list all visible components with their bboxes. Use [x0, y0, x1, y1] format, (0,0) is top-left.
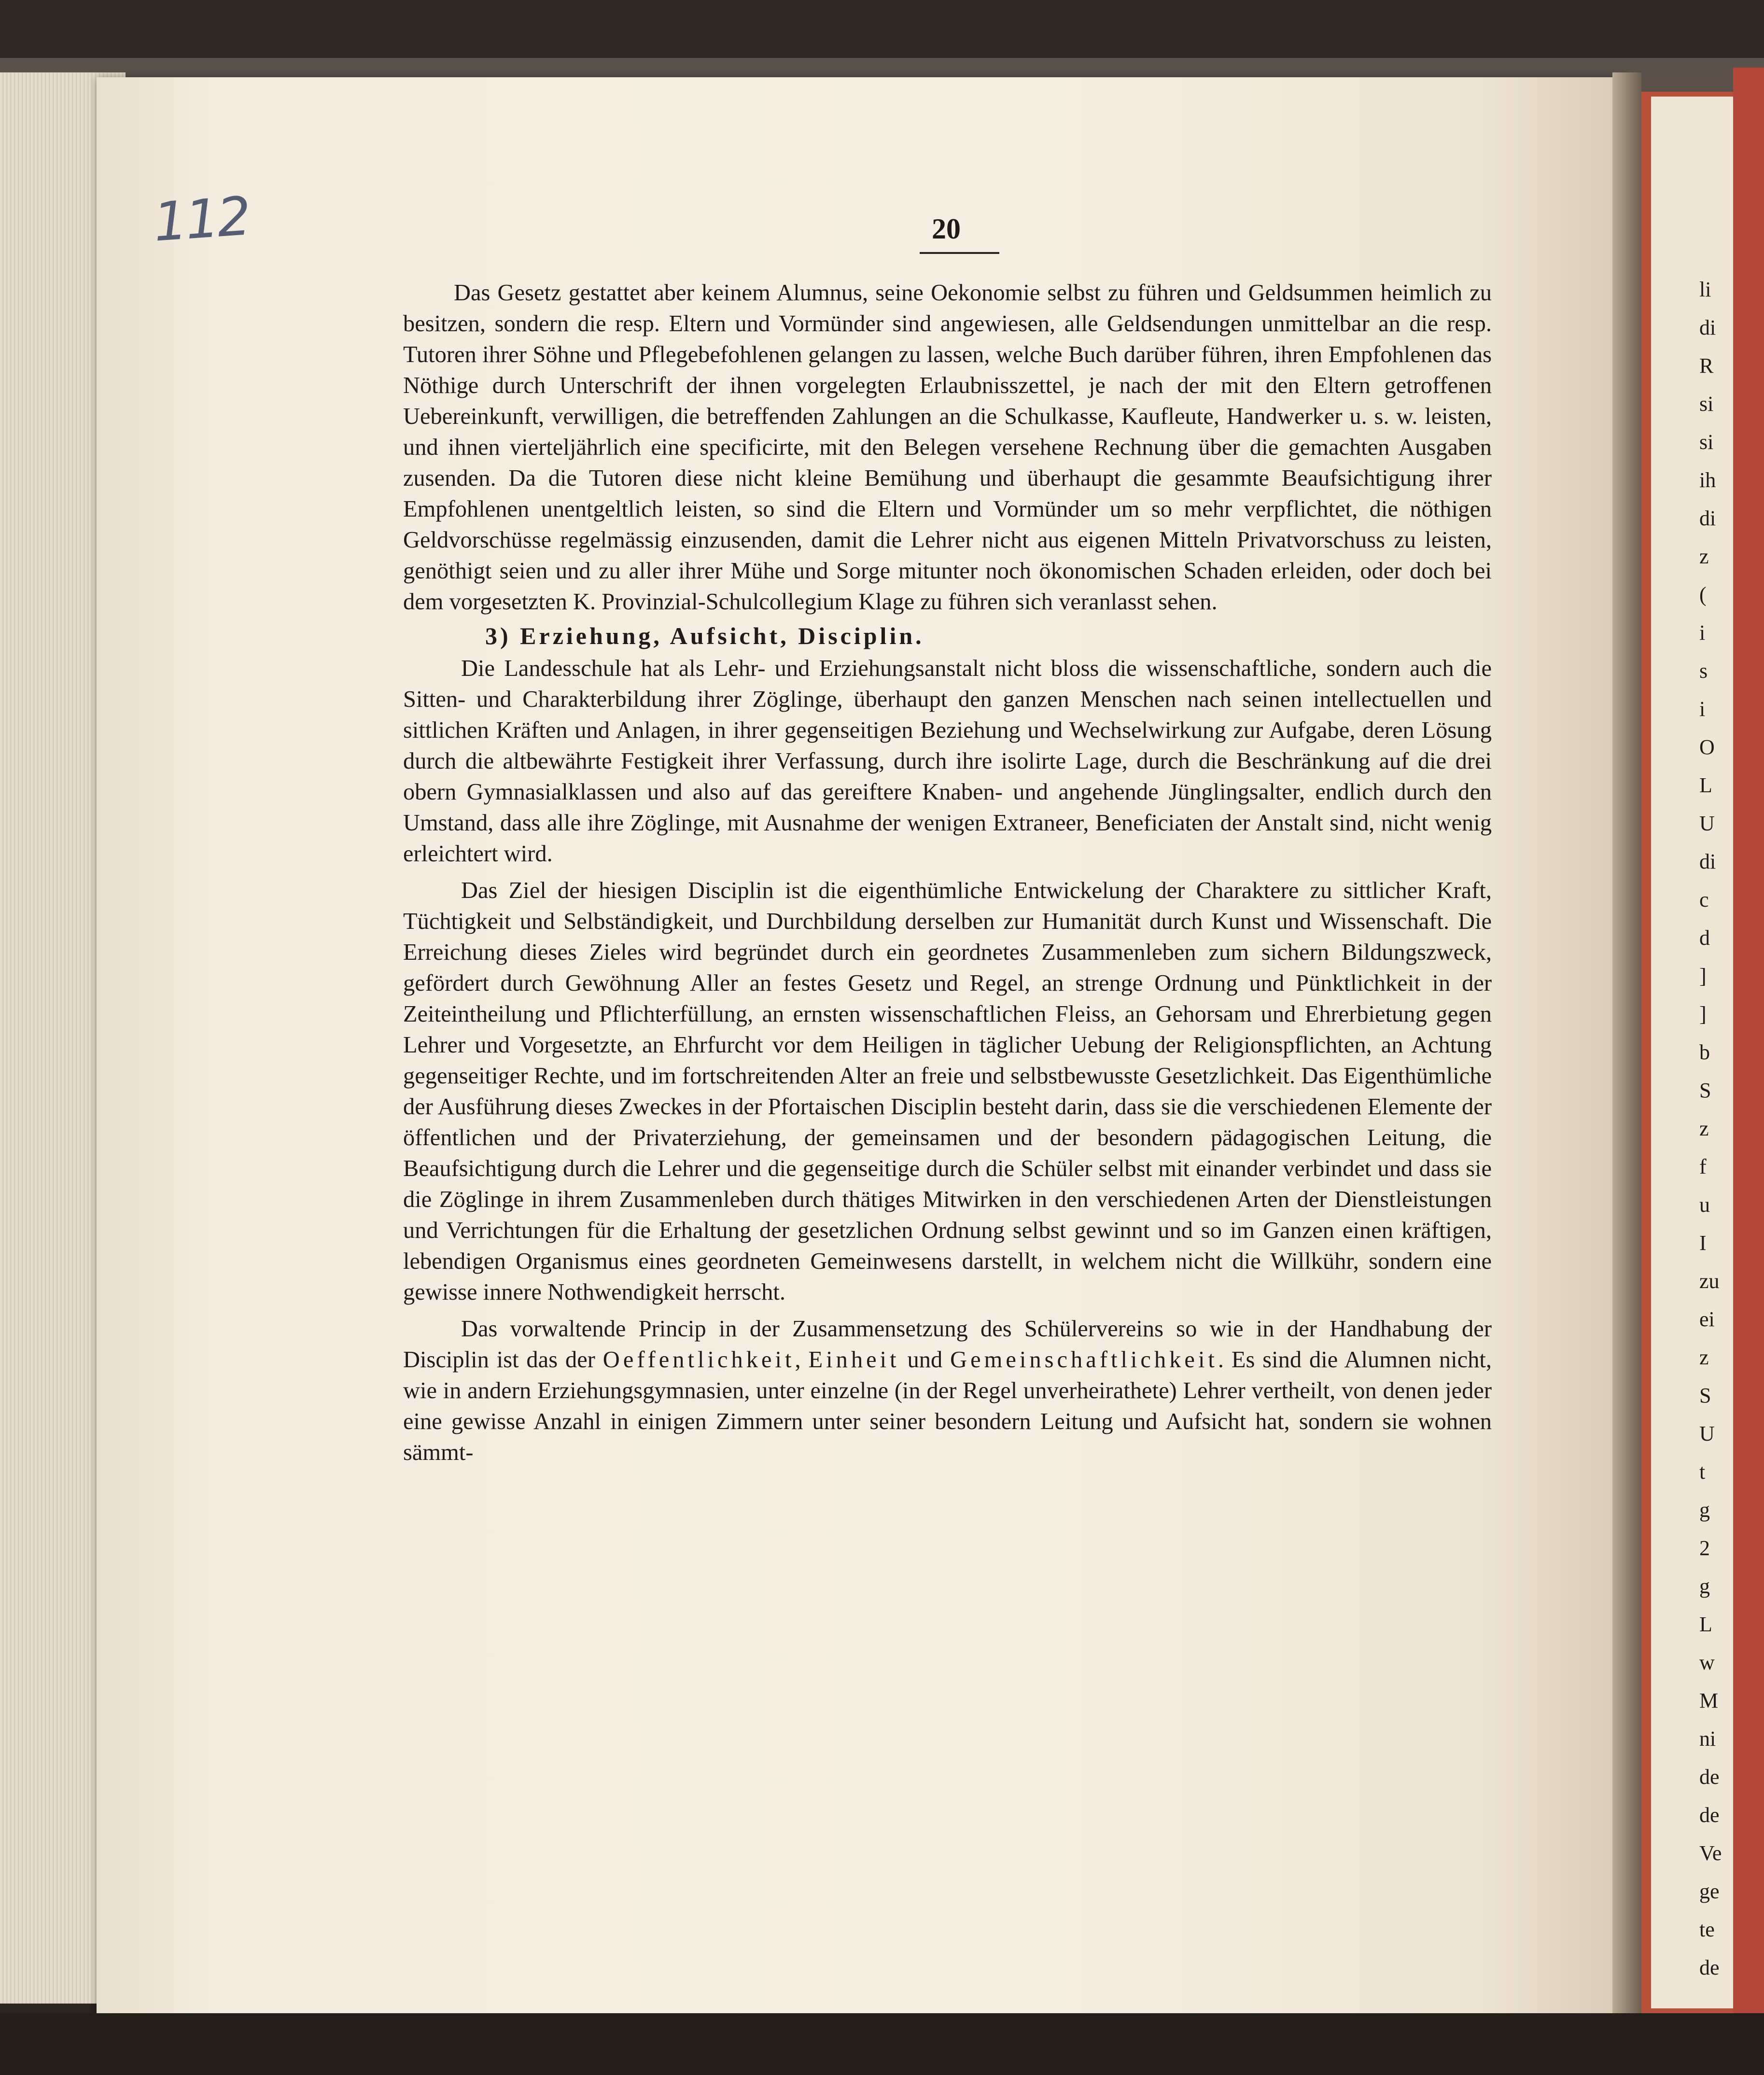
- facing-page-fragment: s: [1699, 659, 1708, 683]
- paragraph-1: Das Gesetz gestattet aber keinem Alumnus, seine Oekonomie selbst zu führen und Geldsummen heimlich zu besitzen, sondern die resp. Eltern und Vormünder sind angewiesen, alle Geldsendungen unmittelbar an die resp. Tutoren ihrer Söhne und Pflegebefohlenen gelangen zu lassen, welche Buch darüber führen, ihren Empfohlenen das Nöthige durch Unterschrift der ihnen vorgelegten Erlaubnisszettel, je nach der mit den Eltern getroffenen Uebereinkunft, verwilligen, die betreffenden Zahlungen an die Schulkasse, Kaufleute, Handwerker u. s. w. leisten, und ihnen vierteljährlich eine specificirte, mit den Belegen versehene Rechnung über die gemachten Ausgaben zusenden. Da die Tutoren diese nicht kleine Bemühung und überhaupt die gesammte Beaufsichtigung ihrer Empfohlenen unentgeltlich leisten, so sind die Eltern und Vormünder um so mehr verpflichtet, die nöthigen Geldvorschüsse regelmässig einzusenden, damit die Lehrer nicht aus eigenen Mitteln Privatvorschuss zu leisten, genöthigt seien und zu aller ihrer Mühe und Sorge mitunter noch ökonomischen Schaden erleiden, oder doch bei dem vorgesetzten K. Provinzial-Schulcollegium Klage zu führen sich veranlasst sehen.: [403, 280, 1492, 615]
- facing-page-fragment: g: [1699, 1498, 1710, 1522]
- facing-page-fragment: 2: [1699, 1536, 1710, 1560]
- facing-page-fragment: b: [1699, 1040, 1710, 1064]
- facing-page-fragment: I: [1699, 1231, 1707, 1255]
- book-cover-right: [1733, 68, 1764, 2018]
- facing-page-fragment: ei: [1699, 1307, 1715, 1331]
- facing-page-fragment: Ve: [1699, 1841, 1722, 1865]
- facing-page-fragment: si: [1699, 430, 1714, 454]
- paragraph-2: Die Landesschule hat als Lehr- und Erziehungsanstalt nicht bloss die wissenschaftliche, sondern auch die Sitten- und Charakterbildung ihrer Zöglinge, überhaupt den ganzen Menschen nach seinen intellectuellen und sittlichen Kräften und Anlagen, in ihrer gegenseitigen Beziehung und Wechselwirkung zur Aufgabe, deren Lösung durch die altbewährte Festigkeit ihrer Verfassung, durch ihre isolirte Lage, durch die Beschränkung auf die drei obern Gymnasialklassen und also auf das gereiftere Knaben- und angehende Jünglingsalter, endlich durch den Umstand, dass alle ihre Zöglinge, mit Ausnahme der wenigen Extraneer, Beneficiaten der Anstalt sind, nicht wenig erleichtert wird.: [403, 656, 1492, 867]
- facing-page-fragment: ]: [1699, 964, 1707, 988]
- paragraph-4: [403, 1314, 1492, 1468]
- scan-bottom-shadow: [0, 2013, 1764, 2075]
- facing-page-fragment: z: [1699, 1117, 1709, 1140]
- handwritten-folio-number: 112: [151, 185, 252, 253]
- facing-page-fragment: de: [1699, 1956, 1720, 1979]
- facing-page-fragment: di: [1699, 316, 1716, 339]
- facing-page-fragment: M: [1699, 1689, 1719, 1712]
- facing-page-fragment: ]: [1699, 1002, 1707, 1026]
- page-number: 20: [932, 213, 961, 245]
- facing-page-fragment: f: [1699, 1155, 1707, 1178]
- facing-page-fragment: O: [1699, 735, 1715, 759]
- facing-page-fragment: z: [1699, 545, 1709, 568]
- facing-page-text-fragments: [1699, 270, 1733, 1987]
- facing-page-fragment: de: [1699, 1765, 1720, 1789]
- facing-page-fragment: te: [1699, 1918, 1715, 1941]
- facing-page-fragment: w: [1699, 1651, 1715, 1674]
- facing-page-fragment: i: [1699, 621, 1706, 645]
- facing-page-fragment: d: [1699, 926, 1710, 950]
- facing-page-fragment: S: [1699, 1384, 1711, 1407]
- facing-page-fragment: U: [1699, 1422, 1715, 1445]
- facing-page-fragment: di: [1699, 506, 1716, 530]
- facing-page-fragment: c: [1699, 888, 1709, 911]
- facing-page-fragment: L: [1699, 773, 1712, 797]
- facing-page-fragment: L: [1699, 1612, 1712, 1636]
- separator-1: ,: [795, 1347, 809, 1373]
- section-heading: 3) Erziehung, Aufsicht, Disciplin.: [485, 622, 924, 649]
- emphasis-oeffentlichkeit: Oeffentlichkeit: [602, 1347, 795, 1373]
- facing-page-fragment: ih: [1699, 468, 1716, 492]
- facing-page-fragment: U: [1699, 812, 1715, 835]
- facing-page-fragment: zu: [1699, 1269, 1720, 1293]
- scan-background: [0, 0, 1764, 68]
- emphasis-einheit: Einheit: [808, 1347, 900, 1373]
- facing-page-fragment: S: [1699, 1079, 1711, 1102]
- facing-page-fragment: ge: [1699, 1879, 1720, 1903]
- facing-page-fragment: (: [1699, 583, 1707, 606]
- body-text: [403, 278, 1492, 1468]
- facing-page-fragment: g: [1699, 1574, 1710, 1598]
- facing-page-fragment: i: [1699, 697, 1706, 721]
- emphasis-gemeinschaftlichkeit: Gemeinschaftlichkeit: [950, 1347, 1218, 1373]
- paragraph-4-part-2: . Es sind die Alumnen nicht, wie in andern Erziehungsgymnasien, unter einzelne (in der Regel unverheirathete) Lehrer vertheilt, von denen jeder eine gewisse Anzahl in einigen Zimmern unter seiner besondern Leitung und Aufsicht hat, sondern sie wohnen sämmt-: [403, 1347, 1492, 1465]
- facing-page-fragment: di: [1699, 850, 1716, 873]
- book-gutter: [1612, 72, 1641, 2028]
- page-number-rule: [920, 252, 999, 254]
- facing-page-fragment: R: [1699, 354, 1714, 378]
- facing-page-fragment: ni: [1699, 1727, 1716, 1751]
- facing-page-fragment: t: [1699, 1460, 1706, 1484]
- paragraph-4-part-1: Das vorwaltende Princip in der Zusammensetzung des Schülervereins so wie in der Handhabung der Disciplin ist das der: [403, 1316, 1492, 1373]
- paragraph-3: Das Ziel der hiesigen Disciplin ist die eigenthümliche Entwickelung der Charaktere zu sittlicher Kraft, Tüchtigkeit und Selbständigkeit, und Durchbildung derselben zur Humanität durch Kunst und Wissenschaft. Die Erreichung dieses Zieles wird begründet durch ein geordnetes Zusammenleben zum sichern Bildungszweck, gefördert durch Gewöhnung Aller an festes Gesetz und Regel, an strenge Ordnung und Pünktlichkeit in der Zeiteintheilung und Pflichterfüllung, an ernsten wissenschaftlichen Fleiss, an Gehorsam und Ehrerbietung gegen Lehrer und Vorgesetzte, an Ehrfurcht vor dem Heiligen in täglicher Uebung der Religionspflichten, an Achtung gegenseitiger Rechte, und im fortschreitenden Alter an freie und selbstbewusste Gesetzlichkeit. Das Eigenthümliche der Ausführung dieses Zweckes in der Pfortaischen Disciplin besteht darin, dass sie die verschiedenen Elemente der öffentlichen und der Privaterziehung, der gemeinsamen und der besondern pädagogischen Leitung, die Beaufsichtigung durch die Lehrer und die gegenseitige durch die Schüler selbst mit einander verbindet und dass sie die Zöglinge in ihrem Zusammenleben durch thätiges Mitwirken in den verschiedenen Arten der Dienstleistungen und Verrichtungen für die Erhaltung der gesetzlichen Ordnung selbst gewinnt und so im Ganzen einen kräftigen, lebendigen Organismus eines geordneten Gemeinwesens darstellt, in welchem nicht die Willkühr, sondern eine gewisse innere Nothwendigkeit herrscht.: [403, 878, 1492, 1305]
- facing-page-fragment: si: [1699, 392, 1714, 416]
- separator-2: und: [899, 1347, 951, 1373]
- facing-page-fragment: u: [1699, 1193, 1710, 1217]
- facing-page-fragment: z: [1699, 1346, 1709, 1369]
- facing-page-fragment: li: [1699, 278, 1711, 301]
- facing-page-fragment: de: [1699, 1803, 1720, 1827]
